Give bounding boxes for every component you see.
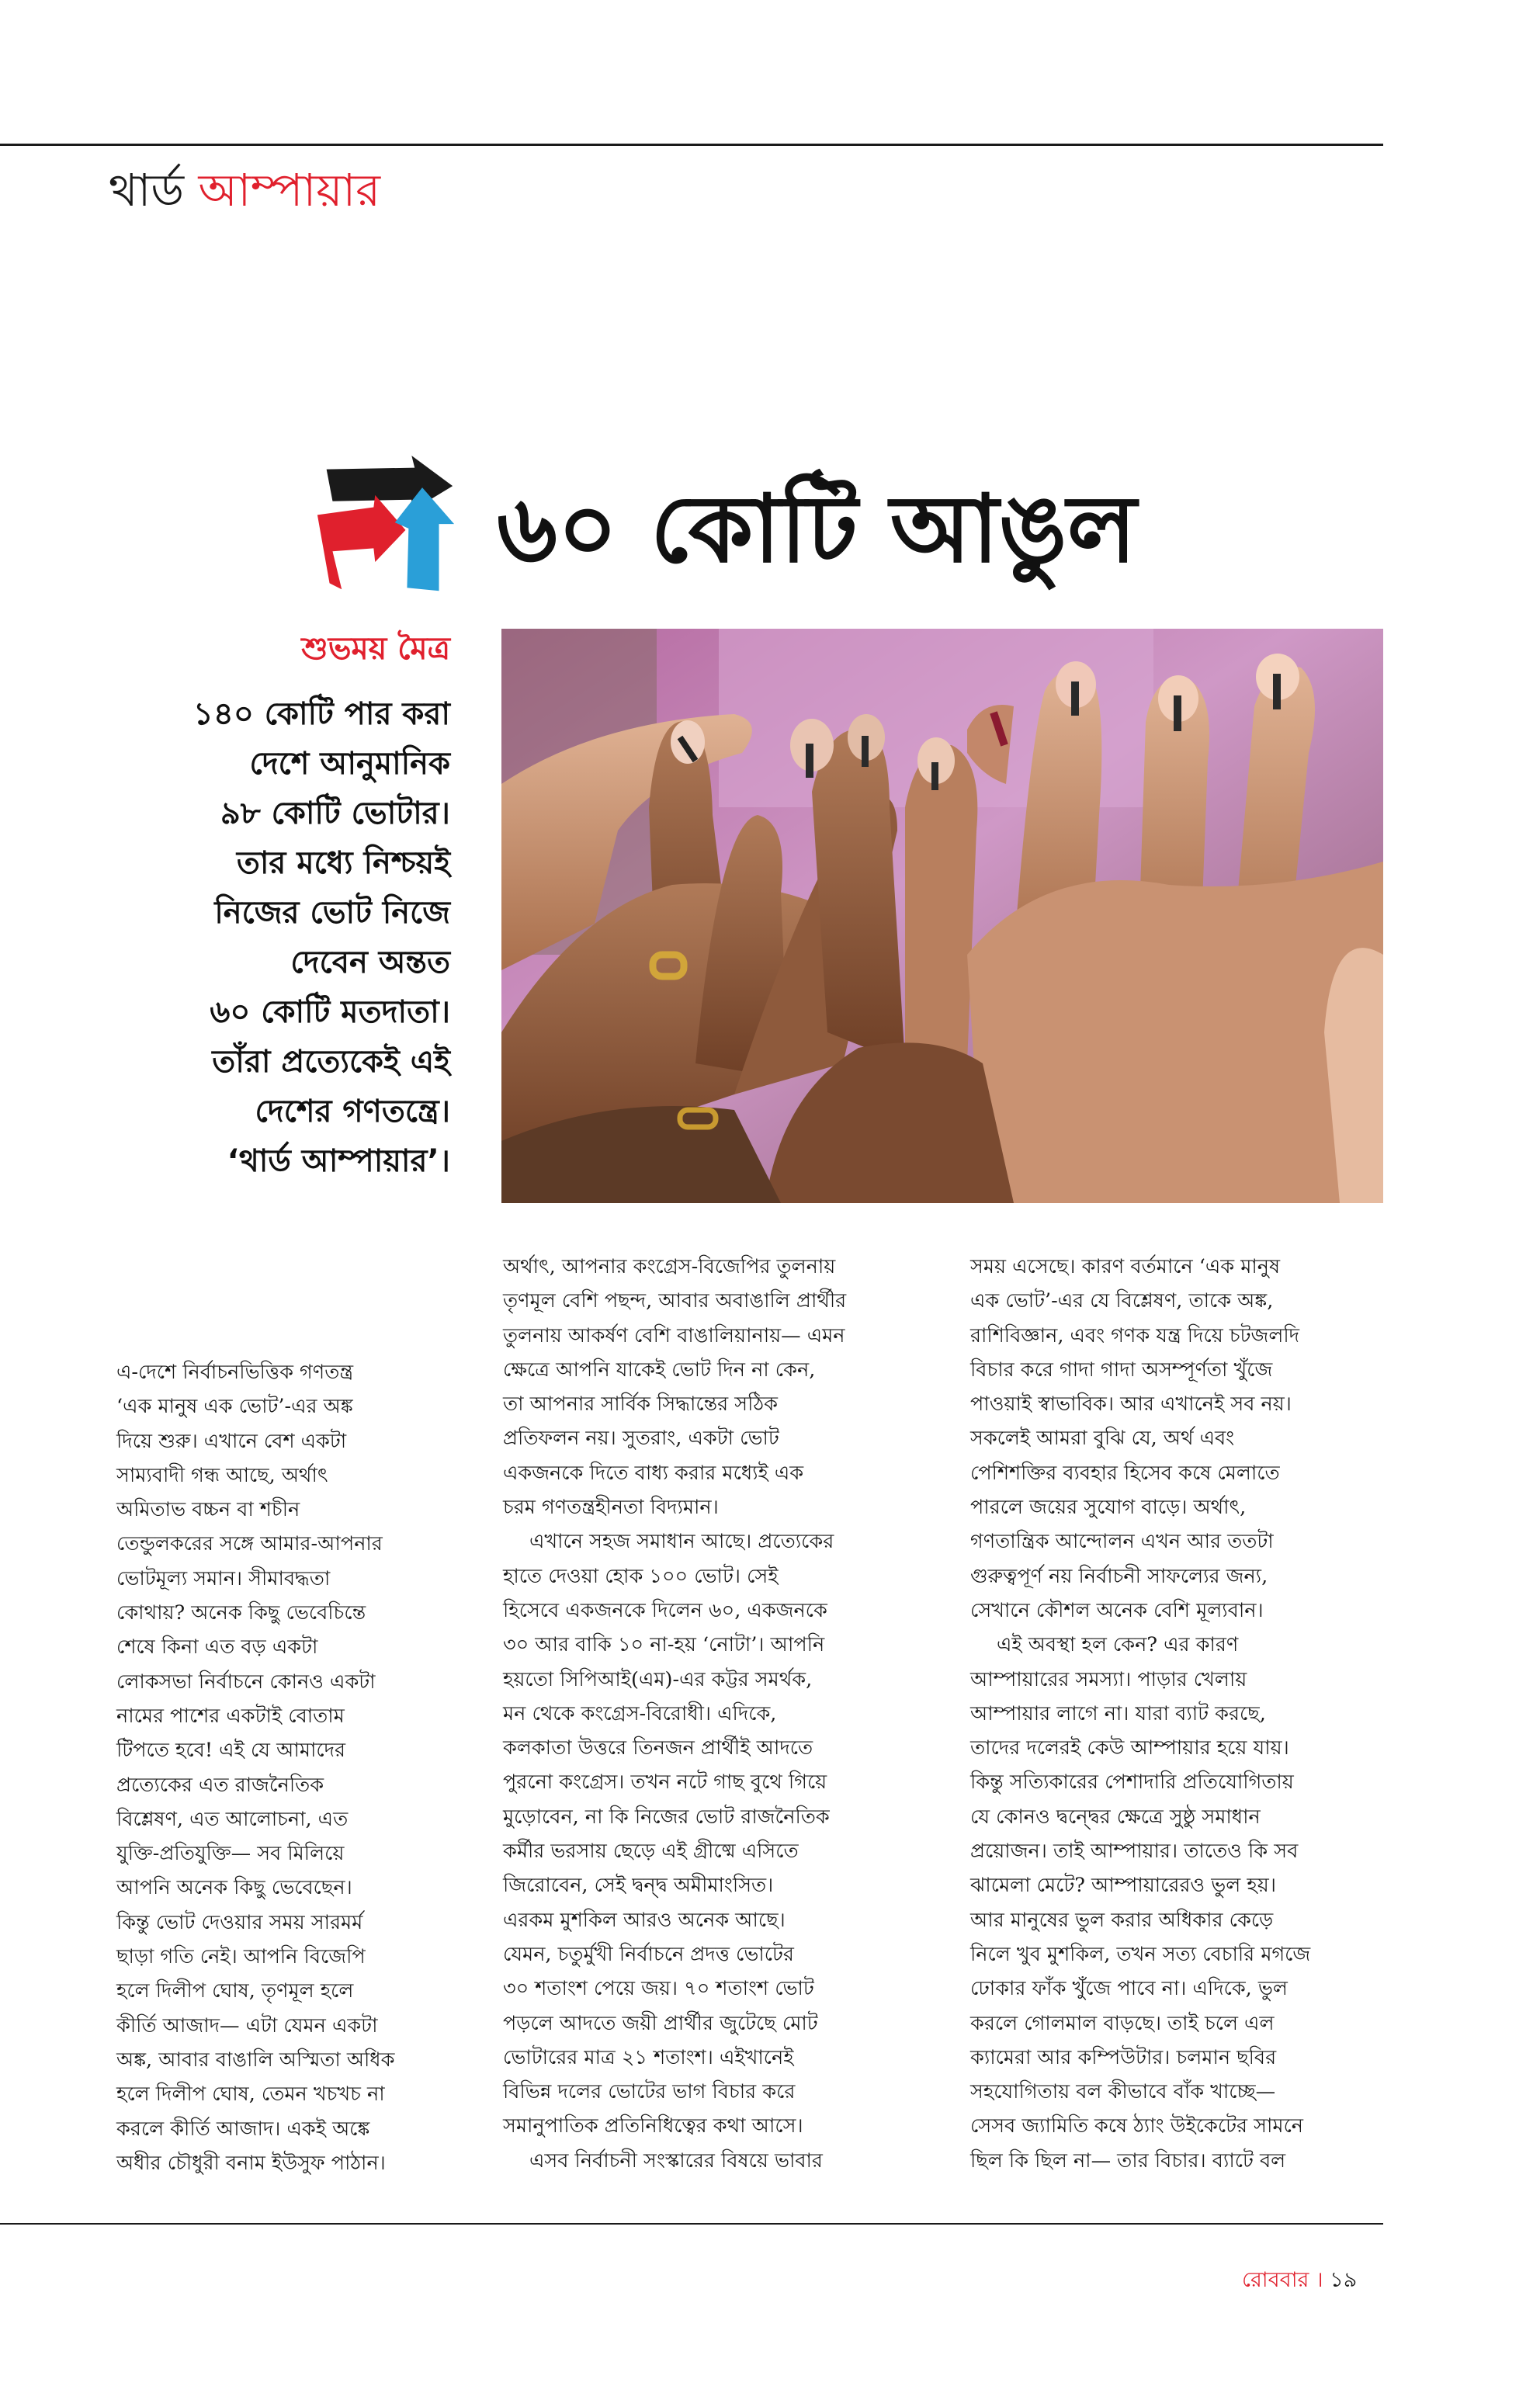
arrows-logo-icon <box>309 454 463 598</box>
body-line: কিন্তু ভোট দেওয়ার সময় সারমর্ম <box>116 1910 363 1934</box>
inked-fingers-photo <box>501 629 1383 1203</box>
body-line: বিভিন্ন দলের ভোটের ভাগ বিচার করে <box>503 2080 796 2104</box>
body-line: আম্পায়ার লাগে না। যারা ব্যাট করছে, <box>970 1701 1266 1725</box>
body-line: অধীর চৌধুরী বনাম ইউসুফ পাঠান। <box>116 2151 386 2175</box>
body-line: হাতে দেওয়া হোক ১০০ ভোট। সেই <box>503 1564 779 1588</box>
body-line: আম্পায়ারের সমস্যা। পাড়ার খেলায় <box>970 1667 1247 1691</box>
page-folio <box>1242 2265 1357 2296</box>
standfirst-line: ৯৮ কোটি ভোটার। <box>220 796 450 831</box>
body-line: তুলনায় আকর্ষণ বেশি বাঙালিয়ানায়— এমন <box>503 1323 845 1347</box>
body-line: গণতান্ত্রিক আন্দোলন এখন আর ততটা <box>970 1530 1274 1554</box>
body-line: সেসব জ্যামিতি কষে ঠ্যাং উইকেটের সামনে <box>970 2114 1304 2138</box>
body-line: টিপতে হবে! এই যে আমাদের <box>116 1739 346 1763</box>
body-line: এরকম মুশকিল আরও অনেক আছে। <box>503 1908 786 1932</box>
body-line: সময় এসেছে। কারণ বর্তমানে ‘এক মানুষ <box>970 1255 1281 1278</box>
body-line: দিয়ে শুরু। এখানে বেশ একটা <box>116 1429 347 1453</box>
body-line: করলে কীর্তি আজাদ। একই অঙ্কে <box>116 2117 370 2141</box>
body-line: কোথায়? অনেক কিছু ভেবেচিন্তে <box>116 1601 366 1625</box>
body-line: মুড়োবেন, না কি নিজের ভোট রাজনৈতিক <box>503 1805 830 1829</box>
body-line: চরম গণতন্ত্রহীনতা বিদ্যমান। <box>503 1496 719 1520</box>
body-line: পারলে জয়ের সুযোগ বাড়ে। অর্থাৎ, <box>970 1496 1247 1520</box>
standfirst-line: দেবেন অন্তত <box>290 945 450 980</box>
body-line: ৩০ আর বাকি ১০ না-হয় ‘নোটা’। আপনি <box>503 1633 825 1657</box>
top-rule <box>0 144 1383 146</box>
body-line: জিরোবেন, সেই দ্বন্দ্ব অমীমাংসিত। <box>503 1874 774 1898</box>
body-line: ‘এক মানুষ এক ভোট’-এর অঙ্ক <box>116 1395 353 1419</box>
body-line: অঙ্ক, আবার বাঙালি অস্মিতা অধিক <box>116 2048 395 2072</box>
body-line: নিলে খুব মুশকিল, তখন সত্য বেচারি মগজে <box>970 1942 1311 1966</box>
section-label-word1: থার্ড <box>109 164 185 217</box>
body-line: গুরুত্বপূর্ণ নয় নির্বাচনী সাফল্যের জন্য, <box>970 1564 1268 1588</box>
body-line: কিন্তু সত্যিকারের পেশাদারি প্রতিযোগিতায় <box>970 1770 1294 1795</box>
body-line: সহযোগিতায় বল কীভাবে বাঁক খাচ্ছে— <box>970 2080 1276 2104</box>
body-line: পুরনো কংগ্রেস। তখন নটে গাছ বুথে গিয়ে <box>503 1770 827 1795</box>
body-line: ভোটারের মাত্র ২১ শতাংশ। এইখানেই <box>503 2045 794 2069</box>
section-label-word2: আম্পায়ার <box>198 164 381 217</box>
standfirst-line: তাঁরা প্রত্যেকেই এই <box>212 1044 450 1080</box>
body-line: ঢোকার ফাঁক খুঁজে পাবে না। এদিকে, ভুল <box>970 1977 1288 2001</box>
body-line: যেমন, চতুর্মুখী নির্বাচনে প্রদত্ত ভোটের <box>503 1942 794 1966</box>
body-line: একজনকে দিতে বাধ্য করার মধ্যেই এক <box>503 1461 804 1485</box>
body-line: প্রত্যেকের এত রাজনৈতিক <box>116 1773 324 1797</box>
body-line: কর্মীর ভরসায় ছেড়ে এই গ্রীষ্মে এসিতে <box>503 1840 799 1864</box>
standfirst-line: ‘থার্ড আম্পায়ার’। <box>227 1143 450 1179</box>
body-line: বিশ্লেষণ, এত আলোচনা, এত <box>116 1807 349 1831</box>
section-label <box>109 159 380 221</box>
body-line: তেন্ডুলকরের সঙ্গে আমার-আপনার <box>116 1532 383 1556</box>
body-line: হলে দিলীপ ঘোষ, তেমন খচখচ না <box>116 2083 385 2107</box>
body-line: আপনি অনেক কিছু ভেবেছেন। <box>116 1876 352 1900</box>
body-line: সেখানে কৌশল অনেক বেশি মূল্যবান। <box>970 1598 1264 1622</box>
article-column-2 <box>503 1250 938 2178</box>
standfirst-line: নিজের ভোট নিজে <box>214 895 450 931</box>
body-line: যুক্তি-প্রতিযুক্তি— সব মিলিয়ে <box>116 1842 345 1866</box>
body-line: তৃণমূল বেশি পছন্দ, আবার অবাঙালি প্রার্থীর <box>503 1289 847 1313</box>
body-line: কীর্তি আজাদ— এটা যেমন একটা <box>116 2013 378 2038</box>
body-line: ঝামেলা মেটে? আম্পায়ারেরও ভুল হয়। <box>970 1874 1276 1898</box>
headline: ৬০ কোটি আঙুল <box>497 476 1137 584</box>
folio-separator: । <box>1315 2268 1323 2292</box>
body-line: রাশিবিজ্ঞান, এবং গণক যন্ত্র দিয়ে চটজলদি <box>970 1323 1300 1347</box>
body-line: হলে দিলীপ ঘোষ, তৃণমূল হলে <box>116 1979 354 2003</box>
body-line: ক্ষেত্রে আপনি যাকেই ভোট দিন না কেন, <box>503 1358 816 1382</box>
body-line: আর মানুষের ভুল করার অধিকার কেড়ে <box>970 1908 1274 1932</box>
body-line: প্রয়োজন। তাই আম্পায়ার। তাতেও কি সব <box>970 1840 1299 1864</box>
body-line: এসব নির্বাচনী সংস্কারের বিষয়ে ভাবার <box>529 2148 823 2173</box>
body-line: নামের পাশের একটাই বোতাম <box>116 1704 345 1728</box>
body-line: বিচার করে গাদা গাদা অসম্পূর্ণতা খুঁজে <box>970 1358 1273 1382</box>
body-line: ৩০ শতাংশ পেয়ে জয়। ৭০ শতাংশ ভোট <box>503 1977 814 2001</box>
body-line: সমানুপাতিক প্রতিনিধিত্বের কথা আসে। <box>503 2114 803 2138</box>
body-line: এই অবস্থা হল কেন? এর কারণ <box>997 1633 1239 1657</box>
standfirst-line: ৬০ কোটি মতদাতা। <box>210 994 450 1030</box>
body-line: যে কোনও দ্বন্দ্বের ক্ষেত্রে সুষ্ঠু সমাধান <box>970 1805 1261 1829</box>
magazine-name: রোববার <box>1242 2268 1309 2292</box>
body-line: এ-দেশে নির্বাচনভিত্তিক গণতন্ত্র <box>116 1361 354 1384</box>
bottom-rule <box>0 2223 1383 2225</box>
byline: শুভময় মৈত্র <box>301 631 450 667</box>
body-line: ক্যামেরা আর কম্পিউটার। চলমান ছবির <box>970 2045 1277 2069</box>
body-line: প্রতিফলন নয়। সুতরাং, একটা ভোট <box>503 1427 779 1451</box>
article-column-1 <box>116 1355 458 2180</box>
body-line: শেষে কিনা এত বড় একটা <box>116 1635 318 1659</box>
body-line: করলে গোলমাল বাড়ছে। তাই চলে এল <box>970 2011 1275 2035</box>
body-line: ছাড়া গতি নেই। আপনি বিজেপি <box>116 1945 366 1969</box>
body-line: তা আপনার সার্বিক সিদ্ধান্তের সঠিক <box>503 1392 778 1417</box>
body-line: এখানে সহজ সমাধান আছে। প্রত্যেকের <box>529 1530 834 1554</box>
body-line: ভোটমূল্য সমান। সীমাবদ্ধতা <box>116 1566 331 1590</box>
body-line: লোকসভা নির্বাচনে কোনও একটা <box>116 1670 376 1694</box>
body-line: পেশিশক্তির ব্যবহার হিসেব কষে মেলাতে <box>970 1461 1280 1485</box>
body-line: এক ভোট’-এর যে বিশ্লেষণ, তাকে অঙ্ক, <box>970 1289 1274 1313</box>
body-line: সকলেই আমরা বুঝি যে, অর্থ এবং <box>970 1427 1235 1451</box>
body-line: তাদের দলেরই কেউ আম্পায়ার হয়ে যায়। <box>970 1736 1289 1760</box>
body-line: হিসেবে একজনকে দিলেন ৬০, একজনকে <box>503 1598 827 1622</box>
body-line: কলকাতা উত্তরে তিনজন প্রার্থীই আদতে <box>503 1736 813 1760</box>
standfirst-line: দেশে আনুমানিক <box>249 746 450 782</box>
body-line: মন থেকে কংগ্রেস-বিরোধী। এদিকে, <box>503 1701 777 1725</box>
standfirst-line: তার মধ্যে নিশ্চয়ই <box>236 845 450 881</box>
body-line: ছিল কি ছিল না— তার বিচার। ব্যাটে বল <box>970 2148 1286 2173</box>
standfirst-line: দেশের গণতন্ত্রে। <box>255 1094 450 1129</box>
body-line: সাম্যবাদী গন্ধ আছে, অর্থাৎ <box>116 1463 328 1487</box>
article-column-3 <box>970 1250 1389 2178</box>
page-number: ১৯ <box>1330 2268 1358 2292</box>
body-line: পড়লে আদতে জয়ী প্রার্থীর জুটেছে মোট <box>503 2011 818 2035</box>
body-line: অর্থাৎ, আপনার কংগ্রেস-বিজেপির তুলনায় <box>503 1255 836 1278</box>
standfirst-line: ১৪০ কোটি পার করা <box>192 696 450 732</box>
body-line: পাওয়াই স্বাভাবিক। আর এখানেই সব নয়। <box>970 1392 1292 1417</box>
body-line: হয়তো সিপিআই(এম)-এর কট্টর সমর্থক, <box>503 1667 813 1691</box>
body-line: অমিতাভ বচ্চন বা শচীন <box>116 1498 300 1522</box>
standfirst <box>75 689 450 1186</box>
